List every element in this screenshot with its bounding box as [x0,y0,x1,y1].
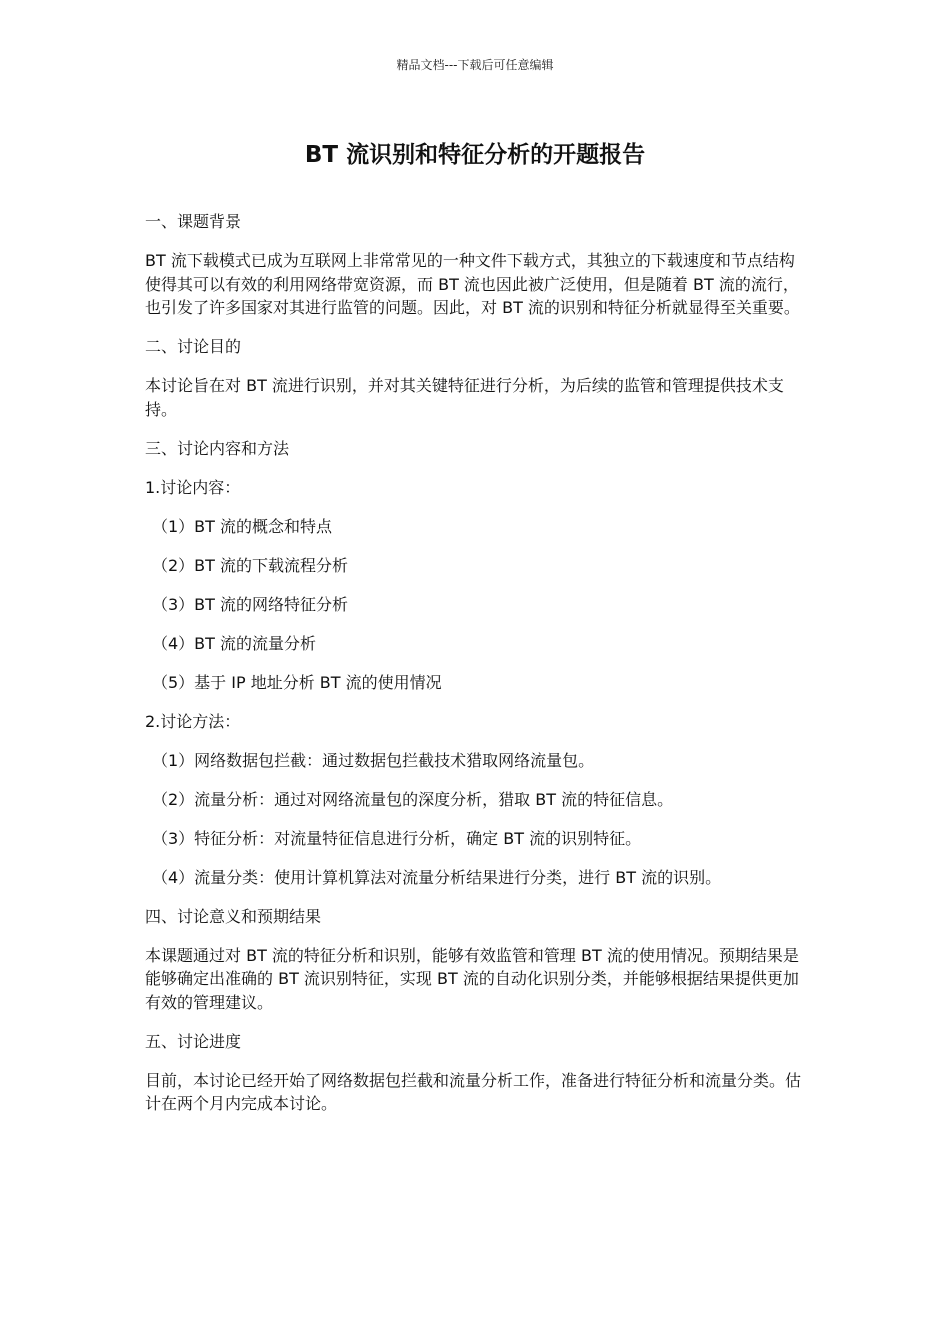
section-heading-progress: 五、讨论进度 [145,1031,242,1051]
list-item: （4）BT 流的流量分析 [152,633,317,653]
list-item: （4）流量分类：使用计算机算法对流量分析结果进行分类，进行 BT 流的识别。 [152,867,722,887]
paragraph-significance: 本课题通过对 BT 流的特征分析和识别，能够有效监管和管理 BT 流的使用情况。预期结果是能够确定出准确的 BT 流识别特征，实现 BT 流的自动化识别分类，并能够根据结果提供更加有效的管理建议。 [145,945,799,1012]
list-item: （5）基于 IP 地址分析 BT 流的使用情况 [152,672,442,692]
list-item: （3）特征分析：对流量特征信息进行分析，确定 BT 流的识别特征。 [152,828,642,848]
section-heading-significance: 四、讨论意义和预期结果 [145,906,322,926]
document-body [145,210,810,1131]
paragraph-background: BT 流下载模式已成为互联网上非常常见的一种文件下载方式，其独立的下载速度和节点结构使得其可以有效的利用网络带宽资源，而 BT 流也因此被广泛使用，但是随着 BT 流的流行，也引发了许多国家对其进行监管的问题。因此，对 BT 流的识别和特征分析就显得至关重要。 [145,251,800,317]
subheading-content: 1.讨论内容： [145,477,241,497]
subheading-method: 2.讨论方法： [145,711,241,731]
header-note: 精品文档---下载后可任意编辑 [396,58,554,72]
list-item: （2）流量分析：通过对网络流量包的深度分析，猎取 BT 流的特征信息。 [152,789,674,809]
paragraph-progress: 目前，本讨论已经开始了网络数据包拦截和流量分析工作，准备进行特征分析和流量分类。估计在两个月内完成本讨论。 [145,1070,802,1113]
list-item: （1）网络数据包拦截：通过数据包拦截技术猎取网络流量包。 [152,750,595,770]
section-heading-purpose: 二、讨论目的 [145,337,242,356]
document-title: BT 流识别和特征分析的开题报告 [304,142,646,168]
paragraph-purpose: 本讨论旨在对 BT 流进行识别，并对其关键特征进行分析，为后续的监管和管理提供技术支持。 [145,376,784,419]
list-item: （2）BT 流的下载流程分析 [152,555,349,575]
list-item: （1）BT 流的概念和特点 [152,516,333,536]
section-heading-content-method: 三、讨论内容和方法 [145,438,290,458]
list-item: （3）BT 流的网络特征分析 [152,594,349,614]
section-heading-background: 一、课题背景 [145,212,242,231]
